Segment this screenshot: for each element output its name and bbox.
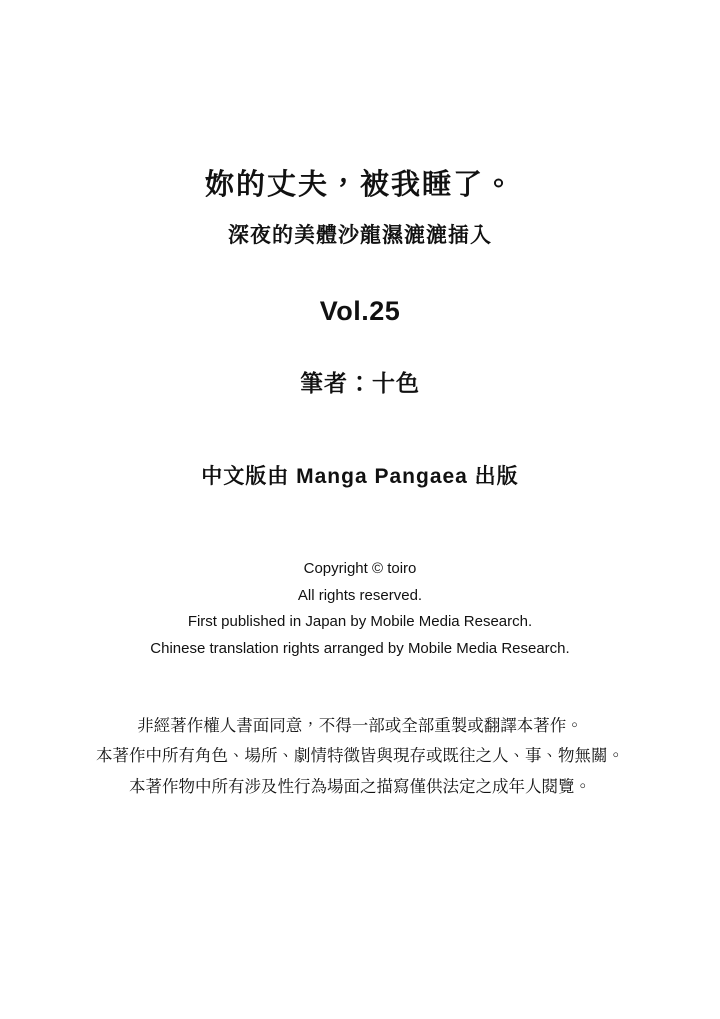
legal-notice-line: 本著作物中所有涉及性行為場面之描寫僅供法定之成年人閱覽。 (129, 777, 591, 796)
legal-notice-line: 非經著作權人書面同意，不得一部或全部重製或翻譯本著作。 (137, 716, 583, 735)
copyright-block (150, 556, 569, 663)
copyright-line: Chinese translation rights arranged by Mobile Media Research. (150, 640, 570, 658)
legal-notice-line: 本著作中所有角色、場所、劇情特徵皆與現存或既往之人、事、物無關。 (96, 747, 624, 766)
page-subtitle: 深夜的美體沙龍濕漉漉插入 (228, 223, 492, 247)
publisher-label: 中文版由 Manga Pangaea 出版 (201, 464, 519, 488)
copyright-line: First published in Japan by Mobile Media Research. (187, 613, 533, 631)
copyright-line: All rights reserved. (297, 586, 423, 604)
title-block (0, 168, 720, 248)
copyright-line: Copyright © toiro (303, 559, 417, 577)
page-title: 妳的丈夫，被我睡了。 (204, 169, 515, 201)
volume-label: Vol.25 (319, 295, 401, 326)
legal-notice-block (96, 711, 624, 803)
author-label: 筆者：十色 (300, 369, 420, 396)
